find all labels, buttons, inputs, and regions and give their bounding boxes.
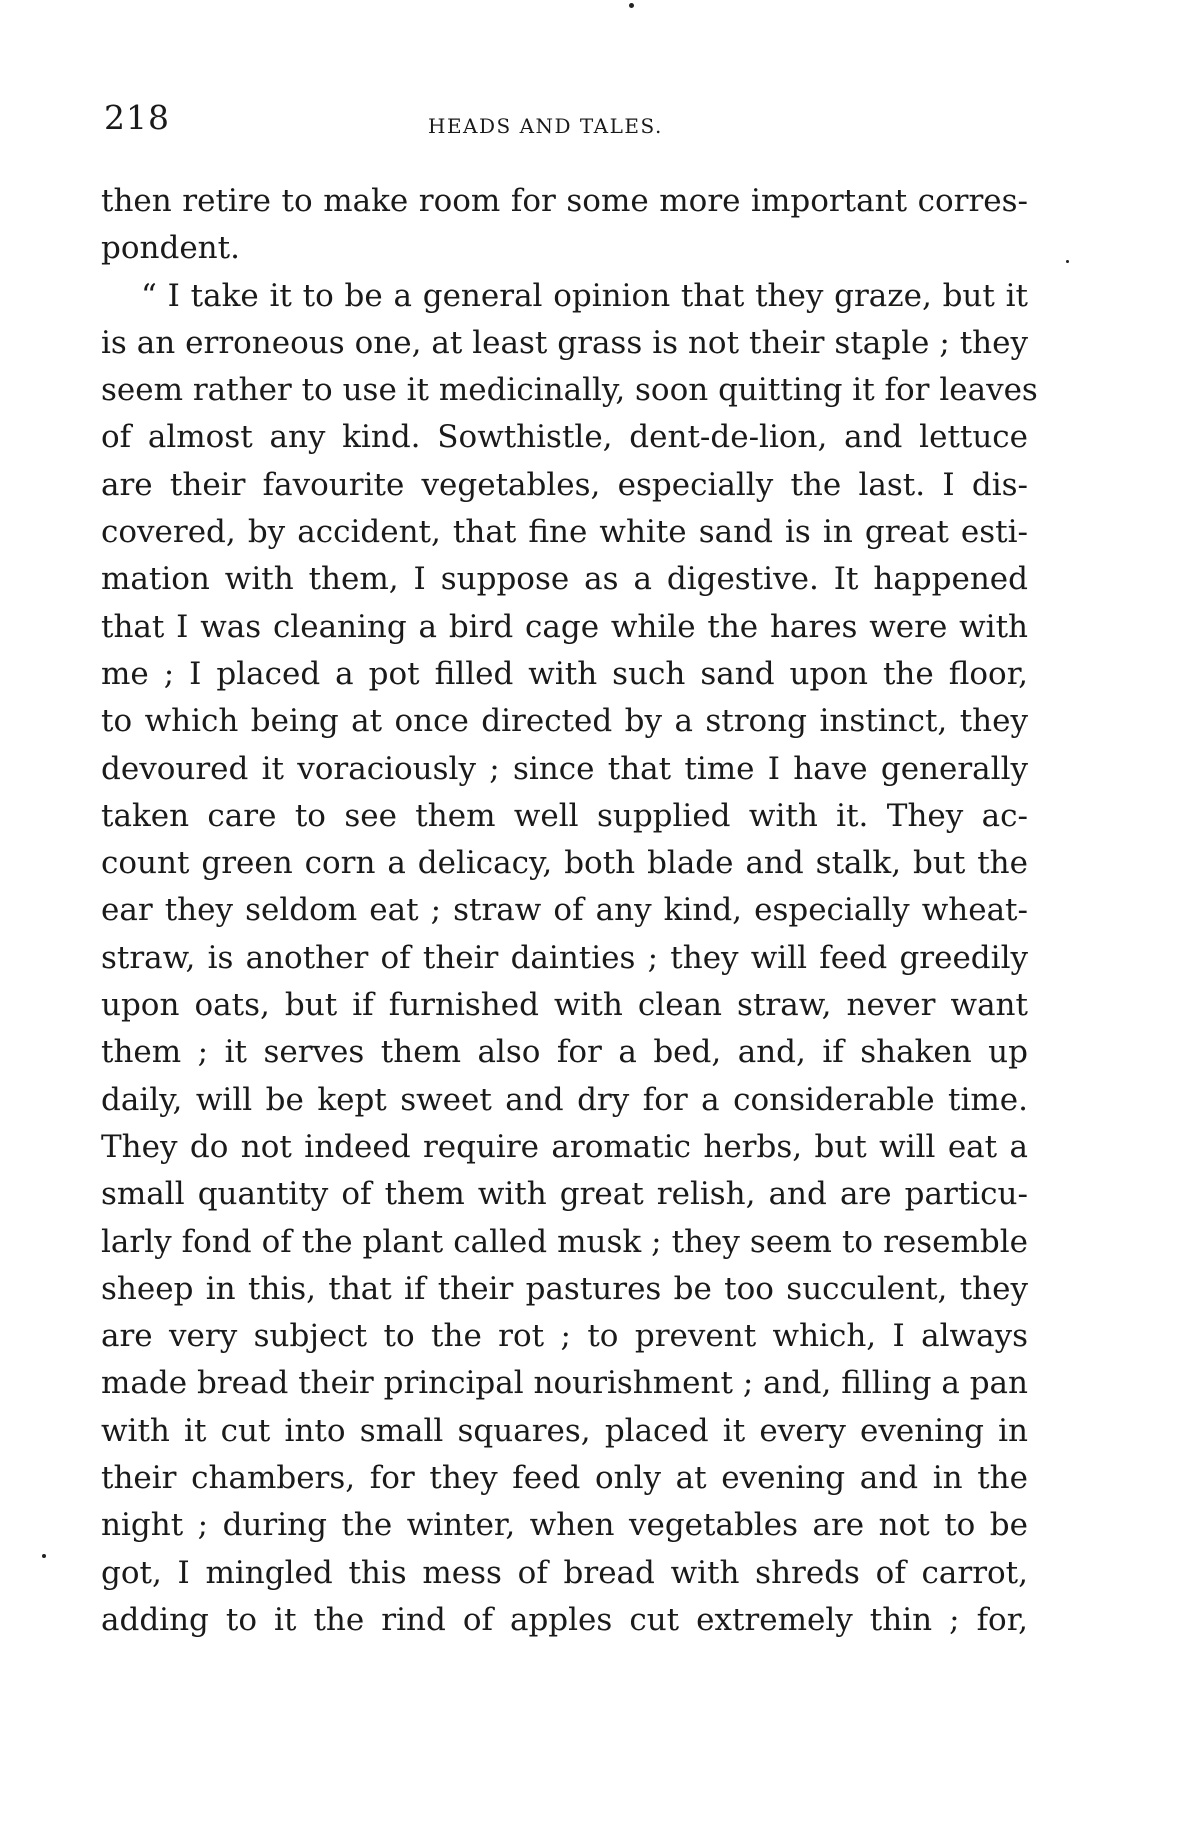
page-number: 218 [104,98,170,137]
text-line: then retire to make room for some more important corres- [101,183,1028,219]
text-line: devoured it voraciously ; since that time I have generally [101,750,1028,787]
text-line: night ; during the winter, when vegetables are not to be [101,1507,1028,1544]
text-line: sheep in this, that if their pastures be too succulent, they [101,1270,1028,1307]
text-line: of almost any kind. Sowthistle, dent-de-lion, and lettuce [101,419,1028,456]
text-line: seem rather to use it medicinally, soon quitting it for leaves [101,372,1038,409]
text-line: their chambers, for they feed only at evening and in the [101,1460,1028,1497]
ink-speck [1066,260,1069,263]
text-line: ear they seldom eat ; straw of any kind, especially wheat- [101,892,1028,929]
text-line: daily, will be kept sweet and dry for a considerable time. [101,1081,1028,1118]
text-line: that I was cleaning a bird cage while the hares were with [101,608,1028,645]
text-line: small quantity of them with great relish, and are particu- [101,1176,1028,1213]
text-line: them ; it serves them also for a bed, and, if shaken up [101,1034,1028,1071]
text-line: “ I take it to be a general opinion that they graze, but it [141,277,1028,314]
ink-speck [42,1554,46,1558]
text-line: is an erroneous one, at least grass is not their staple ; they [101,324,1028,361]
text-line: count green corn a delicacy, both blade and stalk, but the [101,845,1028,882]
text-line: pondent. [101,230,240,267]
text-line: taken care to see them well supplied with it. They ac- [101,797,1028,834]
text-line: straw, is another of their dainties ; they will feed greedily [101,939,1028,976]
text-line: me ; I placed a pot filled with such sand upon the floor, [101,655,1028,692]
ink-speck [629,3,634,8]
text-line: mation with them, I suppose as a digestive. It happened [101,561,1028,598]
text-line: got, I mingled this mess of bread with shreds of carrot, [101,1554,1028,1591]
text-line: with it cut into small squares, placed it every evening in [101,1412,1028,1449]
text-line: are very subject to the rot ; to prevent which, I always [101,1318,1028,1355]
text-line: covered, by accident, that fine white sand is in great esti- [101,514,1028,551]
running-head: HEADS AND TALES. [428,114,663,138]
text-line: to which being at once directed by a strong instinct, they [101,703,1028,740]
text-line: upon oats, but if furnished with clean straw, never want [101,987,1028,1024]
text-line: made bread their principal nourishment ; and, filling a pan [101,1365,1028,1402]
body-text [101,178,1038,1644]
page-header [98,98,1028,148]
text-line: are their favourite vegetables, especially the last. I dis- [101,466,1028,503]
text-line: They do not indeed require aromatic herbs, but will eat a [101,1128,1028,1165]
text-line: adding to it the rind of apples cut extremely thin ; for, [101,1601,1028,1638]
text-line: larly fond of the plant called musk ; they seem to resemble [101,1223,1028,1260]
